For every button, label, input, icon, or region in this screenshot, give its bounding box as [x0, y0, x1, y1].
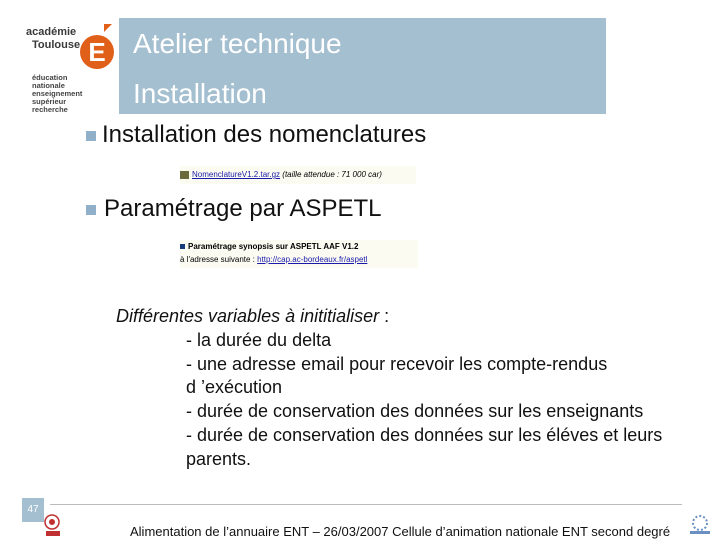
bullet-icon	[180, 244, 185, 249]
logo-line-1: académie	[26, 26, 77, 38]
archive-icon	[180, 171, 189, 179]
slide-title: Atelier technique	[133, 28, 342, 59]
logo-line-2: Toulouse	[32, 39, 81, 51]
logo-sub-5: recherche	[32, 105, 68, 114]
academie-toulouse-logo	[18, 16, 126, 120]
variable-line: - une adresse email pour recevoir les compte-rendus	[186, 354, 608, 374]
logo-sub-2: nationale	[32, 81, 65, 90]
footer-divider	[50, 504, 682, 505]
bullet-icon	[86, 131, 96, 141]
variable-line: parents.	[186, 449, 252, 469]
aspetl-screenshot-title: Paramétrage synopsis sur ASPETL AAF V1.2	[188, 242, 359, 251]
svg-text:E: E	[88, 37, 106, 67]
slide-subtitle: Installation	[133, 78, 267, 109]
logo-sub-4: supérieur	[32, 97, 67, 106]
nomenclature-size-note: (taille attendue : 71 000 car)	[282, 170, 382, 179]
variable-line: - durée de conservation des données sur les éléves et leurs	[186, 425, 663, 445]
logo-sub-1: éducation	[32, 73, 68, 82]
section-heading-installation: Installation des nomenclatures	[102, 121, 427, 148]
corner-logo-icon	[686, 514, 714, 536]
variable-line: d ’exécution	[186, 377, 283, 397]
nomenclature-file-link[interactable]: NomenclatureV1.2.tar.gz	[192, 170, 281, 179]
aspetl-link[interactable]: http://cap.ac-bordeaux.fr/aspetl	[257, 255, 368, 264]
aspetl-address-label: à l'adresse suivante :	[180, 255, 258, 264]
footer-text: Alimentation de l’annuaire ENT – 26/03/2007 Cellule d’animation nationale ENT second degré	[130, 524, 671, 539]
variable-line: - la durée du delta	[186, 330, 332, 350]
logo-e-icon	[78, 22, 116, 72]
variables-intro-italic: Différentes variables à inititialiser	[116, 306, 380, 326]
bullet-icon	[86, 205, 96, 215]
title-box	[119, 18, 606, 114]
slide-number: 47	[22, 498, 44, 522]
variable-line: - durée de conservation des données sur les enseignants	[186, 401, 644, 421]
logo-sub-3: enseignement	[32, 89, 83, 98]
nomenclature-file-screenshot	[180, 166, 416, 184]
aspetl-screenshot	[180, 240, 418, 268]
variables-intro-tail: :	[379, 306, 390, 326]
ministry-seal-icon	[42, 512, 70, 538]
section-heading-parametrage: Paramétrage par ASPETL	[104, 195, 382, 222]
variables-intro	[116, 305, 389, 329]
